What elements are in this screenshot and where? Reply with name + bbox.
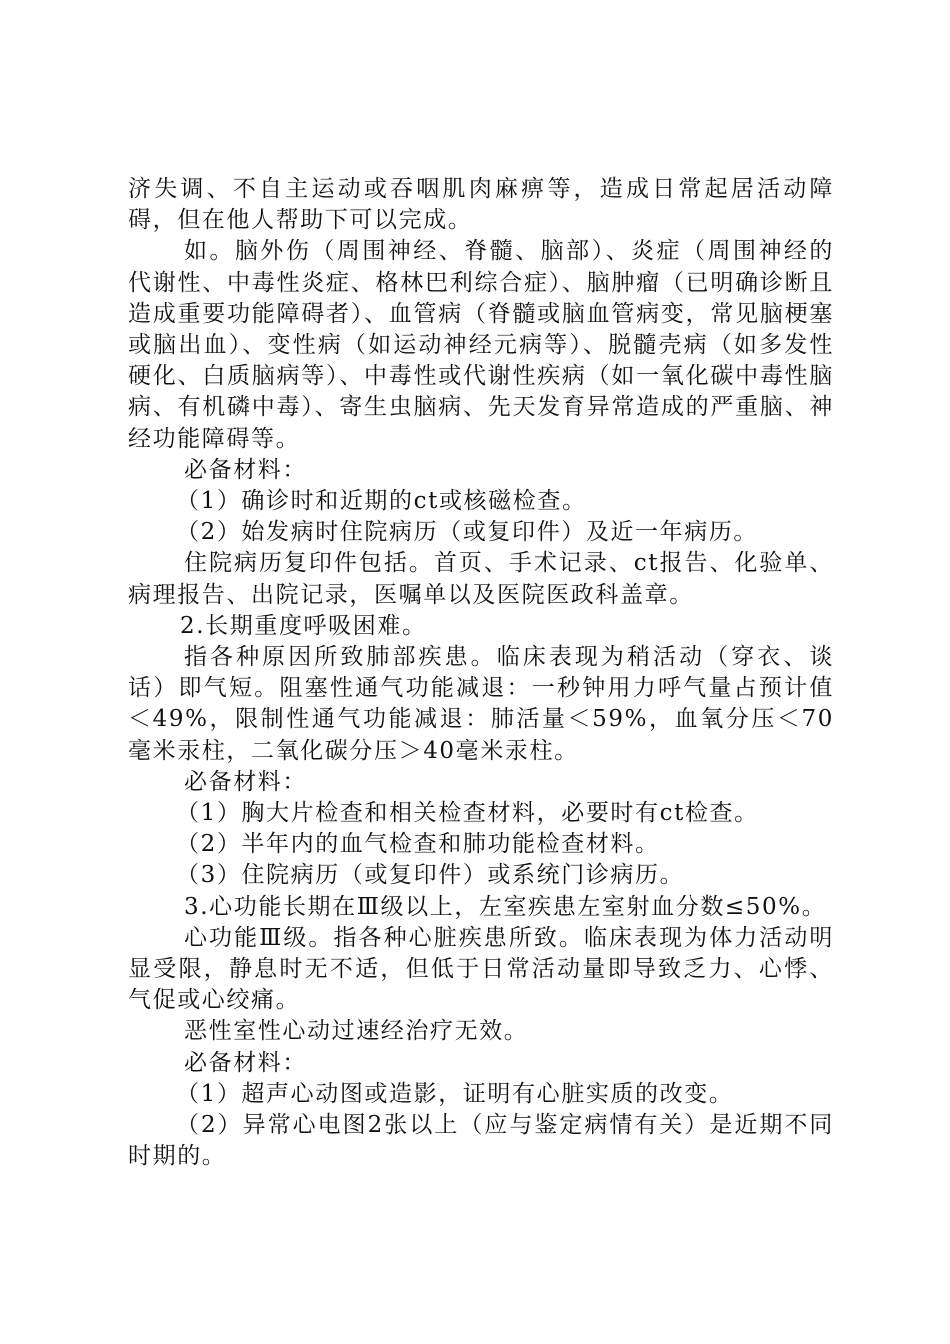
paragraph-continued-intro: 济失调、不自主运动或吞咽肌肉麻痹等，造成日常起居活动障碍，但在他人帮助下可以完成。 [128,176,834,234]
paragraph-respiratory-definition: 指各种原因所致肺部疾患。临床表现为稍活动（穿衣、谈话）即气短。阻塞性通气功能减退：一秒钟用力呼气量占预计值＜49%，限制性通气功能减退：肺活量＜59%，血氧分压＜70毫米汞柱，二氧化碳分压＞40毫米汞柱。 [128,644,834,764]
paragraph-hospital-records: 住院病历复印件包括。首页、手术记录、ct报告、化验单、病理报告、出院记录，医嘱单以及医院医政科盖章。 [128,550,834,608]
list-item-1-2: （2）始发病时住院病历（或复印件）及近一年病历。 [176,519,759,546]
list-item-2-2: （2）半年内的血气检查和肺功能检查材料。 [176,831,660,858]
heading-required-materials-3: 必备材料： [184,1049,307,1076]
section-heading-3: 3.心功能长期在Ⅲ级以上，左室疾患左室射血分数≤50%。 [184,893,827,920]
paragraph-ventricular-tachycardia: 恶性室性心动过速经治疗无效。 [184,1018,529,1045]
paragraph-cardiac-definition: 心功能Ⅲ级。指各种心脏疾患所致。临床表现为体力活动明显受限，静息时无不适，但低于日常活动量即导致乏力、心悸、气促或心绞痛。 [128,924,834,1014]
list-item-1-1: （1）确诊时和近期的ct或核磁检查。 [176,488,587,515]
heading-required-materials-2: 必备材料： [184,768,307,795]
paragraph-disease-examples: 如。脑外伤（周围神经、脊髓、脑部）、炎症（周围神经的代谢性、中毒性炎症、格林巴利综合症）、脑肿瘤（已明确诊断且造成重要功能障碍者）、血管病（脊髓或脑血管病变，常见脑梗塞或脑出血）、变性病（如运动神经元病等）、脱髓壳病（如多发性硬化、白质脑病等）、中毒性或代谢性疾病（如一氧化碳中毒性脑病、有机磷中毒）、寄生虫脑病、先天发育异常造成的严重脑、神经功能障碍等。 [128,238,834,452]
document-body [128,174,834,1173]
list-item-2-1: （1）胸大片检查和相关检查材料，必要时有ct检查。 [176,800,759,827]
list-item-3-2: （2）异常心电图2张以上（应与鉴定病情有关）是近期不同时期的。 [128,1112,834,1170]
list-item-3-1: （1）超声心动图或造影，证明有心脏实质的改变。 [176,1080,734,1107]
section-heading-2: 2.长期重度呼吸困难。 [180,612,427,639]
heading-required-materials-1: 必备材料： [184,456,307,483]
list-item-2-3: （3）住院病历（或复印件）或系统门诊病历。 [176,862,685,889]
